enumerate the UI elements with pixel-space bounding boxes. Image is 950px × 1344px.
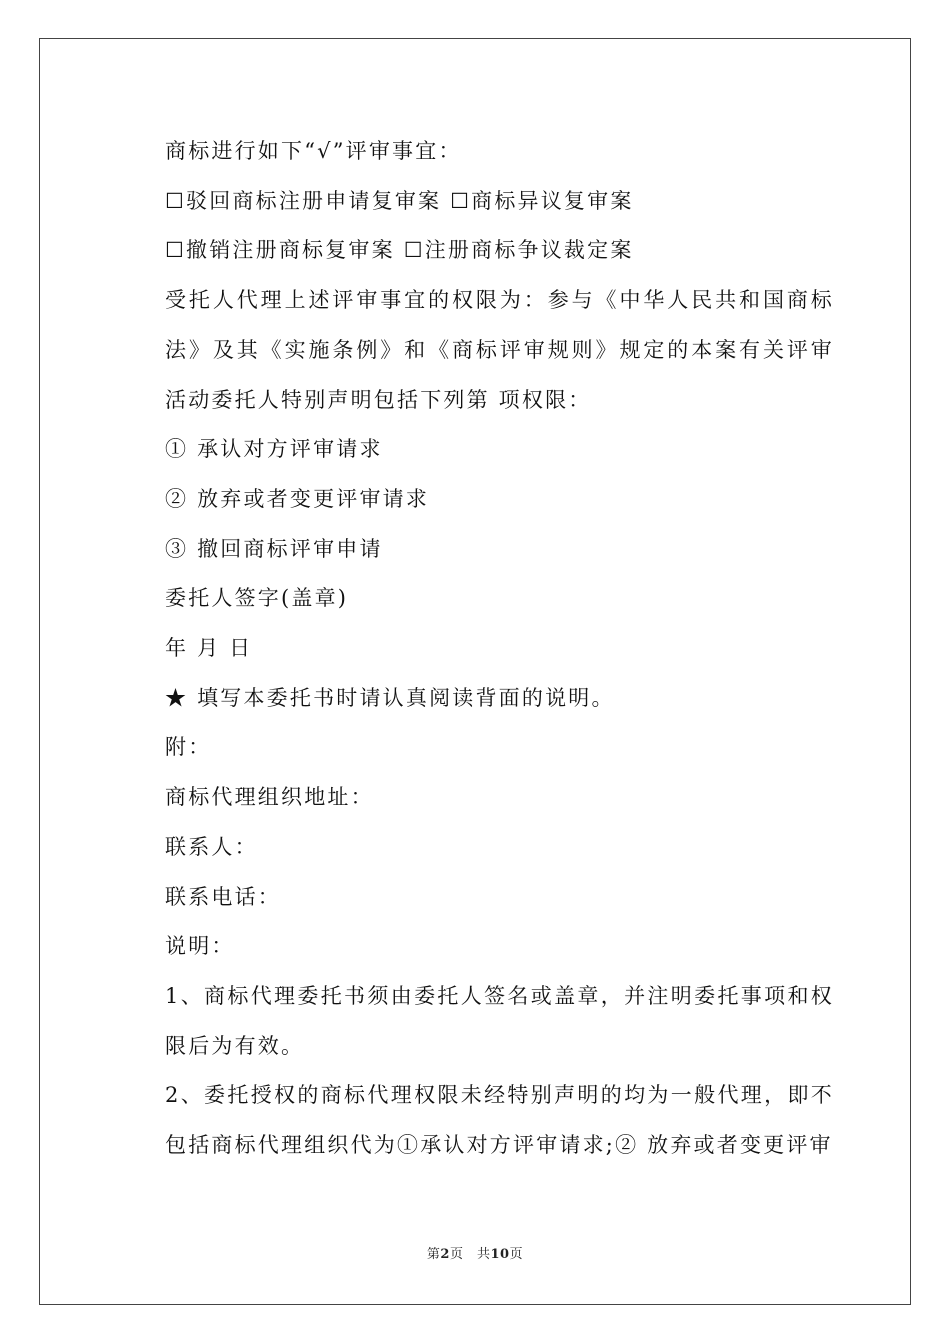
- footer-mid: 页 共: [449, 1247, 491, 1262]
- contact-phone-label: 联系电话：: [165, 884, 281, 909]
- notice-line: ★ 填写本委托书时请认真阅读背面的说明。: [165, 685, 615, 710]
- permission-item-1: ① 承认对方评审请求: [165, 437, 383, 462]
- permission-item-3: ③ 撤回商标评审申请: [165, 536, 383, 561]
- document-body: [118, 127, 834, 1171]
- footer-prefix: 第: [426, 1247, 441, 1262]
- contact-person-label: 联系人：: [165, 834, 258, 859]
- signature-line: 委托人签字(盖章): [165, 586, 349, 611]
- checkbox-line-1: ☐驳回商标注册申请复审案 ☐商标异议复审案: [165, 188, 634, 213]
- date-line: 年 月 日: [165, 636, 253, 661]
- footer-current-page: 2: [440, 1247, 450, 1262]
- note-1: 1、商标代理委托书须由委托人签名或盖章，并注明委托事项和权限后为有效。: [165, 983, 834, 1058]
- note-2: 2、委托授权的商标代理权限未经特别声明的均为一般代理，即不包括商标代理组织代为①承认对方评审请求;② 放弃或者变更评审: [165, 1083, 834, 1158]
- permission-item-2: ② 放弃或者变更评审请求: [165, 486, 430, 511]
- appendix-heading: 附：: [165, 735, 212, 760]
- footer-suffix: 页: [509, 1247, 524, 1262]
- footer-total-pages: 10: [490, 1247, 510, 1262]
- notes-heading: 说明：: [165, 934, 235, 959]
- agency-address-label: 商标代理组织地址：: [165, 785, 374, 810]
- paragraph-intro: 商标进行如下“√”评审事宜：: [165, 139, 462, 163]
- page-footer: [0, 1243, 950, 1262]
- checkbox-line-2: ☐撤销注册商标复审案 ☐注册商标争议裁定案: [165, 238, 634, 263]
- paragraph-authority: 受托人代理上述评审事宜的权限为：参与《中华人民共和国商标法》及其《实施条例》和《商标评审规则》规定的本案有关评审活动委托人特别声明包括下列第 项权限：: [165, 288, 834, 412]
